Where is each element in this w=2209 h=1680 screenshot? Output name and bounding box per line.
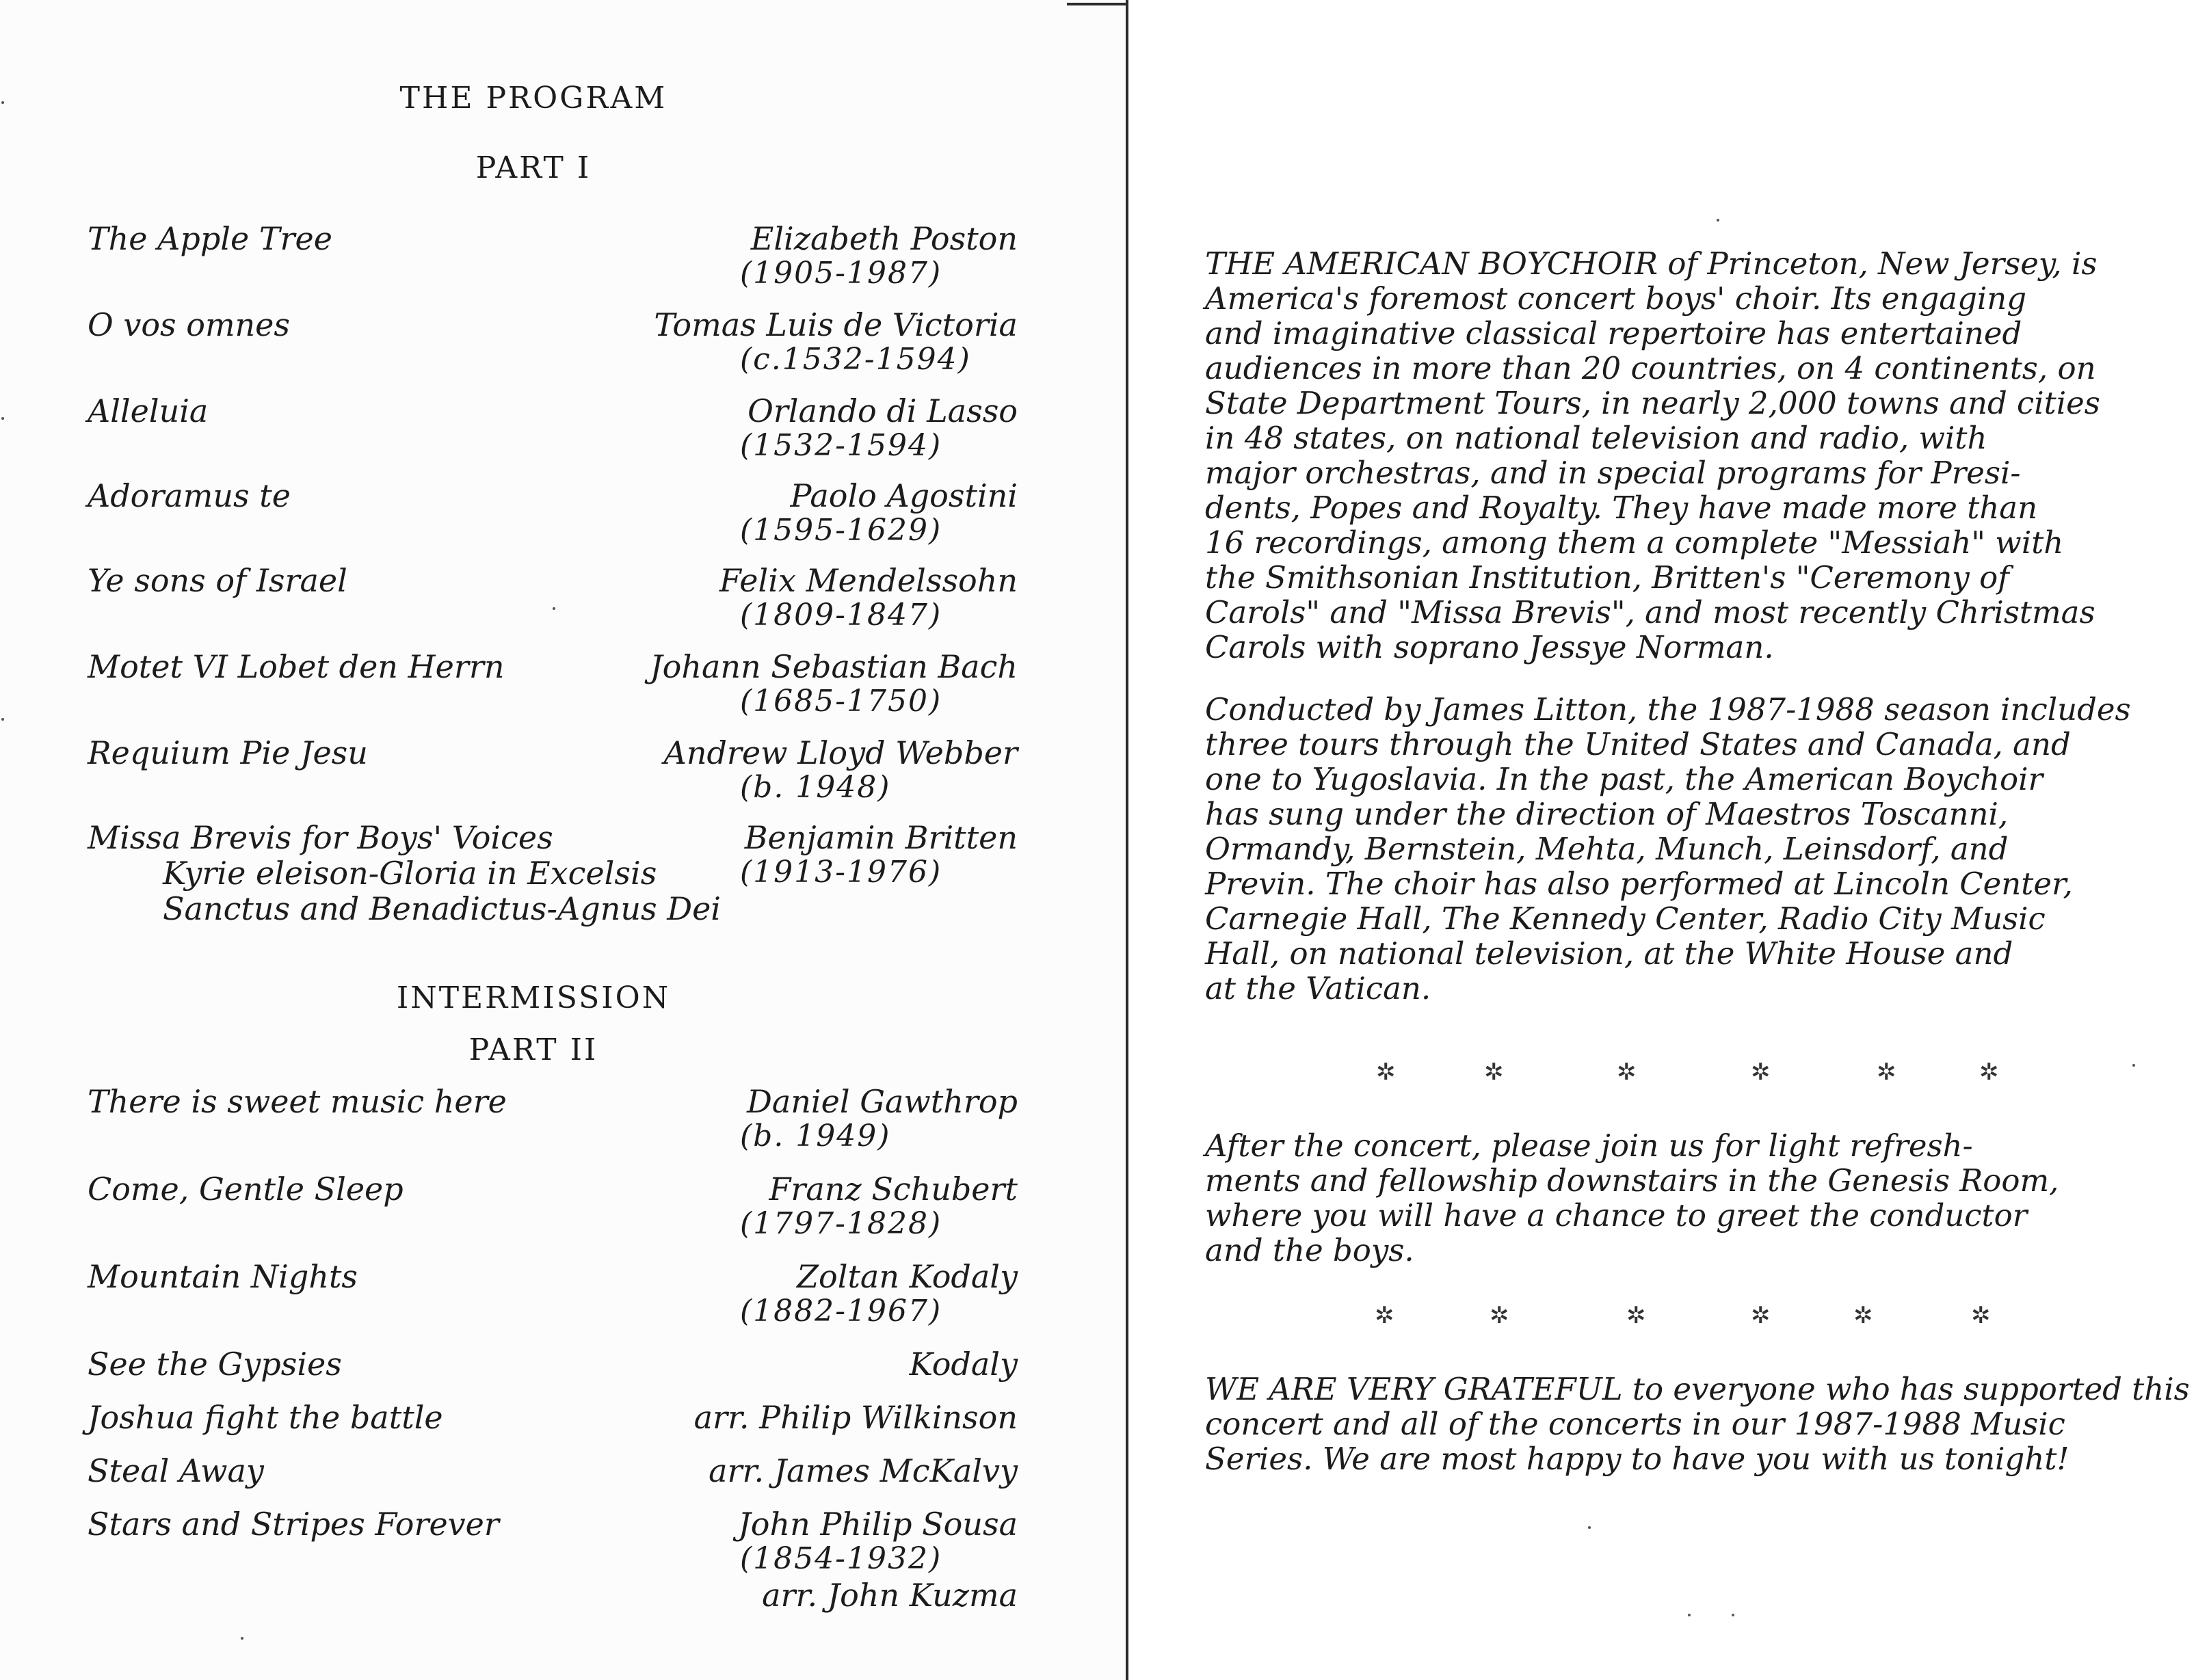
text-line: dents, Popes and Royalty. They have made more than	[1205, 490, 2038, 526]
text-line: has sung under the direction of Maestros Toscanni,	[1205, 796, 2009, 832]
piece-title: Ye sons of Israel	[88, 562, 347, 599]
text-line: at the Vatican.	[1205, 970, 1431, 1006]
part-one-heading: PART I	[475, 150, 592, 185]
piece-title: The Apple Tree	[88, 220, 332, 257]
text-line: Conducted by James Litton, the 1987-1988 season includes	[1205, 691, 2131, 728]
composer-dates: (c.1532-1594)	[740, 342, 971, 377]
composer-dates: (1797-1828)	[740, 1206, 942, 1241]
composer: arr. Philip Wilkinson	[693, 1399, 1018, 1436]
composer: Orlando di Lasso	[748, 392, 1018, 429]
piece-title: Missa Brevis for Boys' Voices	[88, 819, 553, 856]
text-line: and imaginative classical repertoire has entertained	[1205, 315, 2022, 351]
program-item	[0, 220, 1127, 309]
text-line: America's foremost concert boys' choir. Its engaging	[1205, 280, 2027, 317]
star-icon: ✲	[1375, 1302, 1394, 1329]
program-item	[0, 648, 1127, 737]
text-line: Ormandy, Bernstein, Mehta, Munch, Leinsdorf, and	[1205, 831, 2009, 867]
piece-title: Stars and Stripes Forever	[88, 1506, 499, 1543]
text-line: where you will have a chance to greet the conductor	[1205, 1197, 2028, 1234]
program-item	[0, 1083, 1127, 1172]
star-icon: ✲	[1751, 1302, 1771, 1329]
star-icon: ✲	[1490, 1302, 1509, 1329]
composer-dates: (1854-1932)	[740, 1541, 942, 1576]
movement-list: Sanctus and Benadictus-Agnus Dei	[163, 890, 722, 927]
program-item	[0, 819, 1127, 929]
text-line: audiences in more than 20 countries, on 4 continents, on	[1205, 350, 2096, 386]
composer-dates: (1595-1629)	[740, 513, 942, 548]
text-line: Carols with soprano Jessye Norman.	[1205, 629, 1774, 665]
notes-page	[1128, 0, 2209, 1680]
program-item	[0, 1506, 1127, 1622]
reception-paragraph	[1205, 1128, 2176, 1268]
arranger: arr. John Kuzma	[762, 1577, 1018, 1614]
thanks-paragraph	[1205, 1371, 2190, 1477]
scan-speck	[241, 1637, 243, 1640]
composer: Tomas Luis de Victoria	[654, 306, 1018, 343]
text-line: Previn. The choir has also performed at Lincoln Center,	[1205, 866, 2073, 902]
star-icon: ✲	[1853, 1302, 1873, 1329]
composer-dates: (1809-1847)	[740, 598, 942, 632]
text-line: three tours through the United States and Canada, and	[1205, 726, 2071, 762]
text-line: THE AMERICAN BOYCHOIR of Princeton, New Jersey, is	[1205, 245, 2098, 282]
text-line: Hall, on national television, at the White House and	[1205, 935, 2013, 972]
composer: Paolo Agostini	[790, 477, 1018, 514]
program-item	[0, 1399, 1127, 1440]
piece-title: Requium Pie Jesu	[88, 734, 368, 771]
composer-dates: (b. 1948)	[740, 770, 891, 805]
text-line: 16 recordings, among them a complete "Messiah" with	[1205, 524, 2064, 561]
composer: Johann Sebastian Bach	[650, 648, 1018, 685]
part-two-heading: PART II	[468, 1032, 598, 1067]
program-item	[0, 562, 1127, 651]
composer: arr. James McKalvy	[709, 1452, 1018, 1489]
piece-title: Motet VI Lobet den Herrn	[88, 648, 505, 685]
piece-title: Adoramus te	[88, 477, 291, 514]
conductor-paragraph	[1205, 692, 2176, 1006]
text-line: major orchestras, and in special programs for Presi-	[1205, 455, 2021, 491]
text-line: in 48 states, on national television and radio, with	[1205, 420, 1987, 456]
scan-speck	[1688, 1614, 1691, 1616]
scan-speck	[1732, 1614, 1734, 1616]
about-paragraph	[1205, 246, 2176, 665]
text-line: WE ARE VERY GRATEFUL to everyone who has supported this	[1205, 1371, 2190, 1407]
composer: Benjamin Britten	[744, 819, 1018, 856]
program-title: THE PROGRAM	[399, 81, 667, 116]
scan-speck	[1, 101, 4, 104]
star-icon: ✲	[1484, 1058, 1504, 1086]
text-line: concert and all of the concerts in our 1987-1988 Music	[1205, 1406, 2065, 1442]
star-icon: ✲	[1751, 1058, 1771, 1086]
program-item	[0, 1452, 1127, 1493]
composer: Franz Schubert	[769, 1171, 1018, 1208]
piece-title: Alleluia	[88, 392, 209, 429]
piece-title: O vos omnes	[88, 306, 291, 343]
scan-speck	[1588, 1526, 1591, 1529]
text-line: ments and fellowship downstairs in the Genesis Room,	[1205, 1162, 2059, 1199]
piece-title: Mountain Nights	[88, 1258, 358, 1295]
composer-dates: (1882-1967)	[740, 1294, 942, 1329]
star-icon: ✲	[1626, 1302, 1646, 1329]
program-item	[0, 392, 1127, 481]
text-line: the Smithsonian Institution, Britten's "Ceremony of	[1205, 559, 2009, 596]
piece-title: Steal Away	[88, 1452, 264, 1489]
composer-dates: (1685-1750)	[740, 684, 942, 719]
program-item	[0, 477, 1127, 566]
scan-speck	[1, 718, 4, 721]
movement-list: Kyrie eleison-Gloria in Excelsis	[163, 855, 657, 892]
text-line: After the concert, please join us for light refresh-	[1205, 1128, 1973, 1164]
star-divider	[1128, 1302, 2209, 1329]
scan-speck	[1, 417, 4, 420]
composer-dates: (1913-1976)	[740, 855, 942, 890]
star-icon: ✲	[1617, 1058, 1637, 1086]
text-line: and the boys.	[1205, 1232, 1414, 1268]
composer-dates: (1532-1594)	[740, 428, 942, 463]
composer-dates: (b. 1949)	[740, 1119, 891, 1154]
star-icon: ✲	[1376, 1058, 1396, 1086]
intermission-heading: INTERMISSION	[396, 981, 671, 1015]
program-item	[0, 306, 1127, 395]
star-icon: ✲	[1979, 1058, 1999, 1086]
piece-title: Come, Gentle Sleep	[88, 1171, 404, 1208]
composer: Daniel Gawthrop	[747, 1083, 1018, 1120]
star-icon: ✲	[1877, 1058, 1896, 1086]
composer: John Philip Sousa	[738, 1506, 1018, 1543]
star-icon: ✲	[1971, 1302, 1991, 1329]
text-line: Carols" and "Missa Brevis", and most recently Christmas	[1205, 594, 2095, 630]
program-item	[0, 1346, 1127, 1387]
scan-speck	[2132, 1064, 2135, 1067]
piece-title: Joshua fight the battle	[88, 1399, 443, 1436]
program-item	[0, 1171, 1127, 1259]
text-line: Carnegie Hall, The Kennedy Center, Radio City Music	[1205, 901, 2046, 937]
composer: Felix Mendelssohn	[719, 562, 1018, 599]
star-divider	[1128, 1058, 2209, 1086]
piece-title: See the Gypsies	[88, 1346, 342, 1383]
composer: Zoltan Kodaly	[797, 1258, 1018, 1295]
composer: Kodaly	[909, 1346, 1018, 1383]
program-item	[0, 734, 1127, 823]
composer-dates: (1905-1987)	[740, 256, 942, 291]
composer: Andrew Lloyd Webber	[663, 734, 1018, 771]
text-line: Series. We are most happy to have you with us tonight!	[1205, 1441, 2069, 1477]
page-fold-edge	[1067, 3, 1128, 5]
text-line: one to Yugoslavia. In the past, the American Boychoir	[1205, 761, 2043, 797]
text-line: State Department Tours, in nearly 2,000 towns and cities	[1205, 385, 2100, 421]
composer: Elizabeth Poston	[750, 220, 1018, 257]
program-item	[0, 1258, 1127, 1347]
scan-speck	[1717, 219, 1719, 222]
piece-title: There is sweet music here	[88, 1083, 507, 1120]
scan-speck	[553, 607, 555, 610]
